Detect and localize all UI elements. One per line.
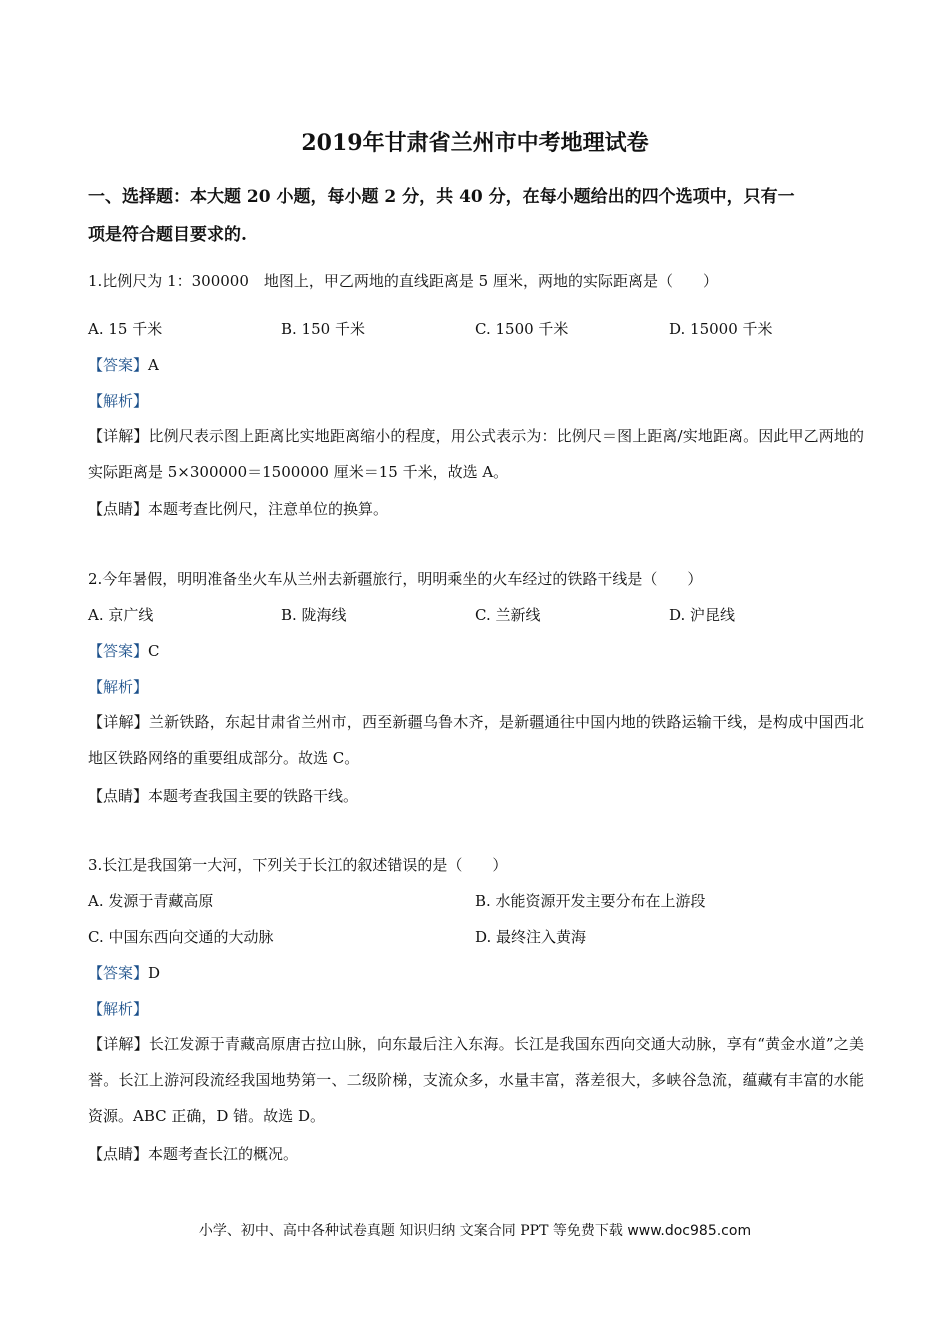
detail-tag: 【详解】 xyxy=(88,1035,149,1053)
question-3-answer xyxy=(88,962,160,983)
question-3-option-a: A. 发源于青藏高原 xyxy=(88,892,214,910)
tip-tag: 【点睛】 xyxy=(88,1145,149,1163)
question-1-option-d: D. 15000 千米 xyxy=(669,320,773,338)
question-2-tip xyxy=(88,785,358,806)
section-heading-line2: 项是符合题目要求的. xyxy=(88,225,247,245)
question-1-detail xyxy=(88,418,864,490)
tip-text: 本题考查我国主要的铁路干线。 xyxy=(148,787,359,805)
tip-tag: 【点睛】 xyxy=(88,500,149,518)
question-1-option-b: B. 150 千米 xyxy=(281,320,365,338)
answer-value: D xyxy=(148,964,161,982)
detail-text: 长江发源于青藏高原唐古拉山脉，向东最后注入东海。长江是我国东西向交通大动脉，享有“黄金水道”之美誉。长江上游河段流经我国地势第一、二级阶梯，支流众多，水量丰富，落差很大，多峡谷急流，蕴藏有丰富的水能资源。ABC 正确，D 错。故选 D。 xyxy=(88,1035,864,1125)
question-2-option-a: A. 京广线 xyxy=(88,606,154,624)
page-title: 2019年甘肃省兰州市中考地理试卷 xyxy=(301,130,649,156)
answer-value: C xyxy=(148,642,160,660)
question-3-detail xyxy=(88,1026,864,1134)
question-2-analysis xyxy=(88,676,148,697)
answer-value: A xyxy=(148,356,159,374)
question-1-answer xyxy=(88,354,159,375)
analysis-tag: 【解析】 xyxy=(88,678,149,696)
question-3-option-d: D. 最终注入黄海 xyxy=(475,928,587,946)
question-3-option-b: B. 水能资源开发主要分布在上游段 xyxy=(475,892,706,910)
question-1-option-a: A. 15 千米 xyxy=(88,320,163,338)
analysis-tag: 【解析】 xyxy=(88,1000,149,1018)
tip-text: 本题考查比例尺，注意单位的换算。 xyxy=(148,500,389,518)
question-1-analysis xyxy=(88,390,148,411)
detail-text: 比例尺表示图上距离比实地距离缩小的程度，用公式表示为：比例尺＝图上距离/实地距离。因此甲乙两地的实际距离是 5×300000＝1500000 厘米＝15 千米，故选 A。 xyxy=(88,427,864,481)
question-3-stem: 3.长江是我国第一大河，下列关于长江的叙述错误的是（ ） xyxy=(88,856,508,874)
question-2-answer xyxy=(88,640,160,661)
tip-tag: 【点睛】 xyxy=(88,787,149,805)
question-1-tip xyxy=(88,498,388,519)
question-3-option-c: C. 中国东西向交通的大动脉 xyxy=(88,928,274,946)
footer-url[interactable]: www.doc985.com xyxy=(627,1223,752,1239)
question-3-analysis xyxy=(88,998,148,1019)
detail-tag: 【详解】 xyxy=(88,427,149,445)
question-1-option-c: C. 1500 千米 xyxy=(475,320,569,338)
question-2-detail xyxy=(88,704,864,776)
question-1-stem: 1.比例尺为 1：300000 地图上，甲乙两地的直线距离是 5 厘米，两地的实际距离是（ ） xyxy=(88,272,718,290)
detail-text: 兰新铁路，东起甘肃省兰州市，西至新疆乌鲁木齐，是新疆通往中国内地的铁路运输干线，是构成中国西北地区铁路网络的重要组成部分。故选 C。 xyxy=(88,713,864,767)
question-2-option-b: B. 陇海线 xyxy=(281,606,347,624)
answer-tag: 【答案】 xyxy=(88,356,149,374)
detail-tag: 【详解】 xyxy=(88,713,149,731)
footer-text: 小学、初中、高中各种试卷真题 知识归纳 文案合同 PPT 等免费下载 xyxy=(198,1223,623,1239)
page-footer xyxy=(0,1220,950,1240)
section-heading-line1: 一、选择题：本大题 20 小题，每小题 2 分，共 40 分，在每小题给出的四个选项中，只有一 xyxy=(88,187,795,207)
question-2-stem: 2.今年暑假，明明准备坐火车从兰州去新疆旅行，明明乘坐的火车经过的铁路干线是（ ） xyxy=(88,570,703,588)
analysis-tag: 【解析】 xyxy=(88,392,149,410)
question-3-tip xyxy=(88,1143,298,1164)
answer-tag: 【答案】 xyxy=(88,964,149,982)
tip-text: 本题考查长江的概况。 xyxy=(148,1145,299,1163)
question-2-option-c: C. 兰新线 xyxy=(475,606,541,624)
question-2-option-d: D. 沪昆线 xyxy=(669,606,736,624)
answer-tag: 【答案】 xyxy=(88,642,149,660)
